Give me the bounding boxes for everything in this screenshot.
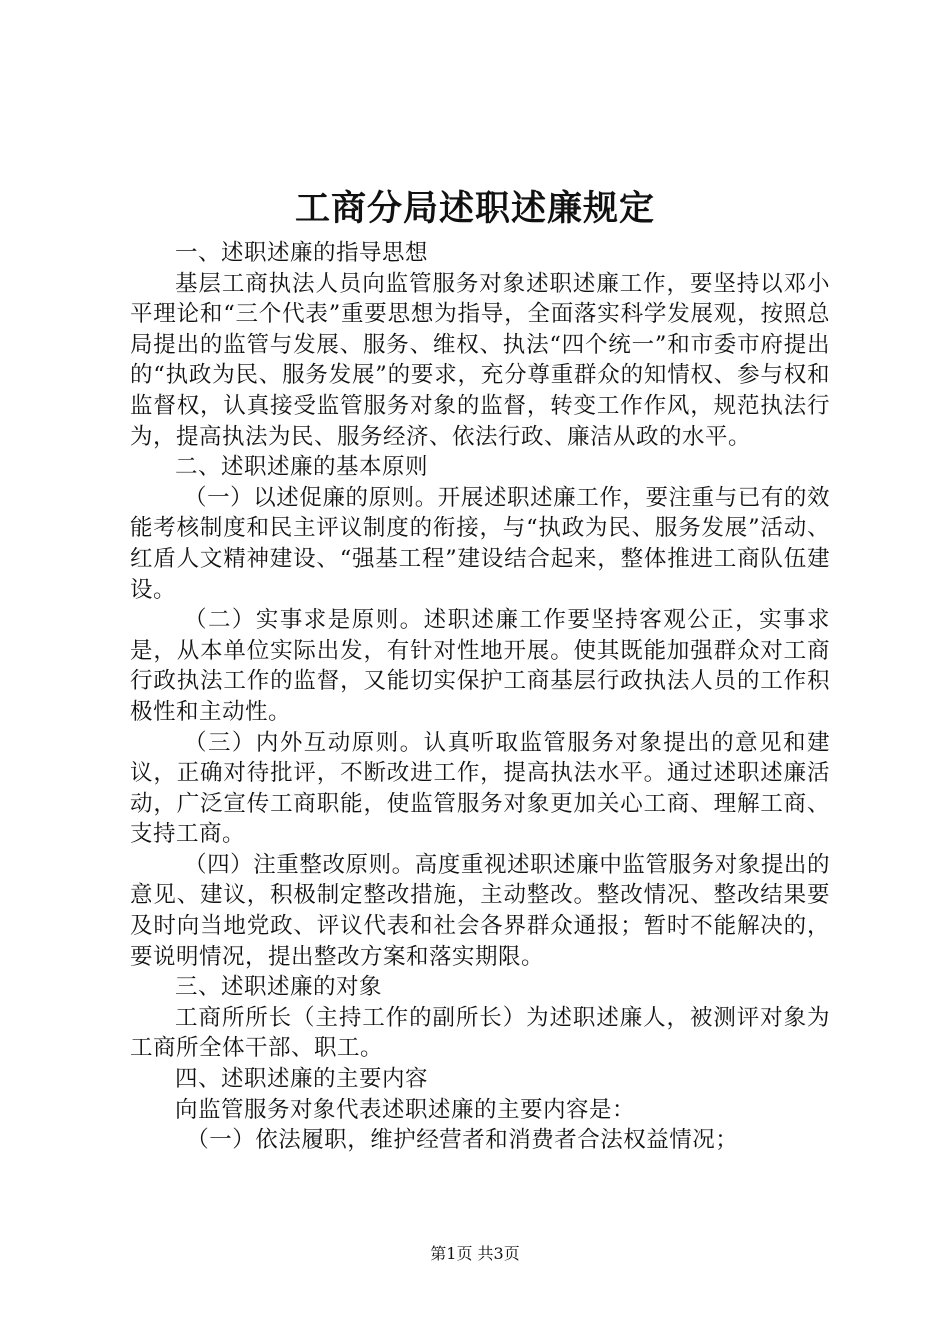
paragraph: 工商所所长（主持工作的副所长）为述职述廉人，被测评对象为工商所全体干部、职工。	[130, 1004, 830, 1062]
paragraph: （一）以述促廉的原则。开展述职述廉工作，要注重与已有的效能考核制度和民主评议制度的衔接，与“执政为民、服务发展”活动、红盾人文精神建设、“强基工程”建设结合起来，整体推进工商队伍建设。	[130, 484, 830, 603]
paragraph: 基层工商执法人员向监管服务对象述职述廉工作，要坚持以邓小平理论和“三个代表”重要思想为指导，全面落实科学发展观，按照总局提出的监管与发展、服务、维权、执法“四个统一”和市委市府提出的“执政为民、服务发展”的要求，充分尊重群众的知情权、参与权和监督权，认真接受监管服务对象的监督，转变工作作风，规范执法行为，提高执法为民、服务经济、依法行政、廉洁从政的水平。	[130, 270, 830, 450]
paragraph: 向监管服务对象代表述职述廉的主要内容是：	[175, 1096, 636, 1123]
paragraph: （一）依法履职，维护经营者和消费者合法权益情况；	[186, 1127, 739, 1154]
paragraph: （三）内外互动原则。认真听取监管服务对象提出的意见和建议，正确对待批评，不断改进工作，提高执法水平。通过述职述廉活动，广泛宣传工商职能，使监管服务对象更加关心工商、理解工商、支持工商。	[130, 729, 830, 848]
section-heading: 一、述职述廉的指导思想	[175, 240, 429, 266]
paragraph: （二）实事求是原则。述职述廉工作要坚持客观公正，实事求是，从本单位实际出发，有针对性地开展。使其既能加强群众对工商行政执法工作的监督，又能切实保护工商基层行政执法人员的工作积极性和主动性。	[130, 607, 830, 725]
document-title: 工商分局述职述廉规定	[294, 188, 655, 229]
page-number-footer: 第1页 共3页	[430, 1244, 520, 1263]
section-heading: 三、述职述廉的对象	[175, 974, 383, 1001]
paragraph: （四）注重整改原则。高度重视述职述廉中监管服务对象提出的意见、建议，积极制定整改措施，主动整改。整改情况、整改结果要及时向当地党政、评议代表和社会各界群众通报；暂时不能解决的，要说明情况，提出整改方案和落实期限。	[130, 851, 830, 970]
section-heading: 四、述职述廉的主要内容	[175, 1066, 429, 1093]
document-body	[130, 238, 830, 1156]
section-heading: 二、述职述廉的基本原则	[175, 454, 429, 481]
